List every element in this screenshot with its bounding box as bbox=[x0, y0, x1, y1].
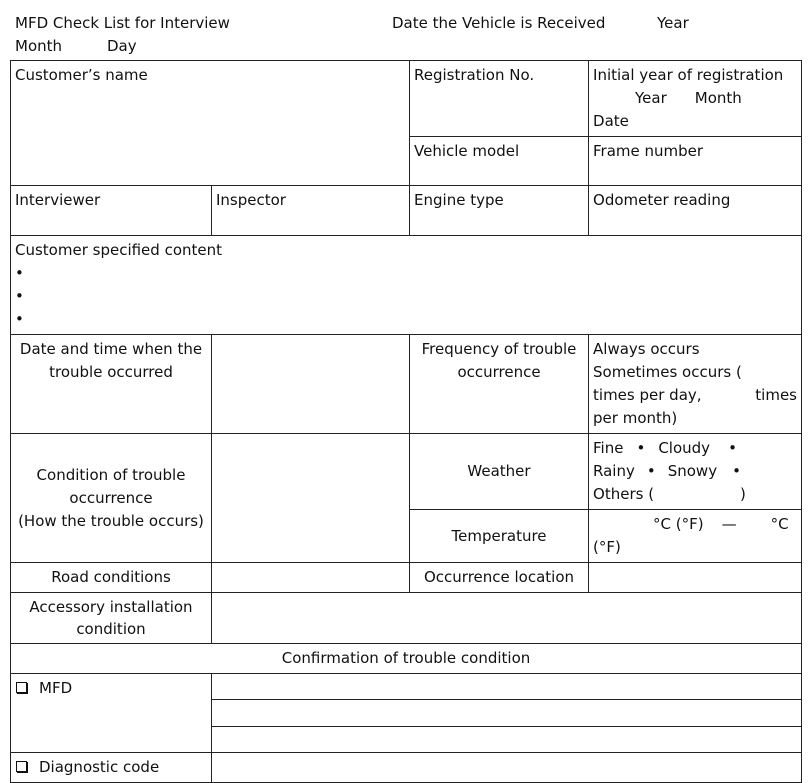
accessory-field[interactable] bbox=[212, 593, 802, 644]
date-time-label-cell bbox=[11, 335, 212, 434]
condition-field[interactable] bbox=[212, 434, 410, 563]
weather-options[interactable] bbox=[589, 434, 802, 510]
mfd-checkbox[interactable] bbox=[16, 682, 27, 693]
mfd-cell bbox=[11, 674, 212, 753]
customer-content-field[interactable] bbox=[11, 236, 802, 335]
frame-number-field[interactable] bbox=[589, 137, 802, 186]
weather-cloudy-option[interactable]: Cloudy bbox=[658, 439, 711, 457]
engine-type-label: Engine type bbox=[414, 191, 504, 209]
weather-rainy-option[interactable]: Rainy bbox=[593, 462, 635, 480]
temp-to-unit: °C bbox=[770, 515, 789, 533]
mfd-line-1[interactable] bbox=[212, 674, 802, 700]
customer-name-field[interactable] bbox=[11, 61, 410, 186]
weather-label: Weather bbox=[467, 462, 531, 480]
date-received-label: Date the Vehicle is Received bbox=[392, 14, 606, 32]
interview-checklist-table bbox=[10, 60, 802, 783]
road-conditions-field[interactable] bbox=[212, 563, 410, 593]
others-close-paren: ) bbox=[740, 485, 746, 503]
odometer-label: Odometer reading bbox=[593, 191, 731, 209]
condition-label-line2: occurrence bbox=[69, 488, 153, 507]
occurrence-location-label: Occurrence location bbox=[423, 568, 575, 586]
accessory-label-line2: condition bbox=[76, 620, 146, 638]
temp-dash: — bbox=[721, 515, 737, 533]
weather-label-cell bbox=[410, 434, 589, 510]
initial-date-label: Date bbox=[593, 112, 629, 130]
condition-label-line3: (How the trouble occurs) bbox=[18, 511, 204, 530]
confirmation-header-cell bbox=[11, 644, 802, 674]
sometimes-occurs-option[interactable]: Sometimes occurs ( bbox=[593, 363, 742, 381]
day-label: Day bbox=[107, 37, 137, 55]
road-conditions-label: Road conditions bbox=[51, 568, 171, 586]
weather-fine-option[interactable]: Fine bbox=[593, 439, 624, 457]
bullet-sep: • bbox=[728, 439, 737, 457]
accessory-label: Accessory installation bbox=[29, 598, 193, 616]
date-time-label: Date and time when the bbox=[19, 340, 203, 358]
initial-month-label: Month bbox=[694, 89, 742, 107]
odometer-field[interactable] bbox=[589, 186, 802, 236]
initial-registration-field[interactable] bbox=[589, 61, 802, 137]
bullet-sep: • bbox=[646, 462, 656, 480]
bullet-sep: • bbox=[732, 462, 741, 480]
interviewer-field[interactable] bbox=[11, 186, 212, 236]
mfd-label: MFD bbox=[39, 679, 73, 697]
registration-no-label: Registration No. bbox=[414, 66, 535, 84]
bullet-item: • bbox=[15, 287, 24, 305]
diagnostic-code-cell bbox=[11, 753, 212, 783]
diagnostic-code-field[interactable] bbox=[212, 753, 802, 783]
temp-from-unit: °C (°F) bbox=[653, 515, 704, 533]
form-header bbox=[15, 12, 805, 60]
vehicle-model-field[interactable] bbox=[410, 137, 589, 186]
initial-registration-label: Initial year of registration bbox=[593, 66, 784, 84]
bullet-item: • bbox=[15, 264, 24, 282]
month-label: Month bbox=[15, 37, 63, 55]
occurrence-location-field[interactable] bbox=[589, 563, 802, 593]
customer-name-label: Customer’s name bbox=[15, 66, 148, 84]
always-occurs-option[interactable]: Always occurs bbox=[593, 340, 700, 358]
mfd-line-3[interactable] bbox=[212, 727, 802, 753]
registration-no-field[interactable] bbox=[410, 61, 589, 137]
temperature-field[interactable] bbox=[589, 510, 802, 563]
times-label: times bbox=[755, 386, 798, 404]
confirmation-header: Confirmation of trouble condition bbox=[281, 649, 531, 667]
inspector-field[interactable] bbox=[212, 186, 410, 236]
times-per-day-label: times per day, bbox=[593, 386, 702, 404]
occurrence-location-label-cell bbox=[410, 563, 589, 593]
bullet-item: • bbox=[15, 310, 24, 328]
diagnostic-code-label: Diagnostic code bbox=[39, 758, 160, 776]
date-time-field[interactable] bbox=[212, 335, 410, 434]
per-month-label: per month) bbox=[593, 409, 678, 427]
initial-year-label: Year bbox=[635, 89, 667, 107]
frequency-label-line2: occurrence bbox=[457, 363, 541, 381]
accessory-label-cell bbox=[11, 593, 212, 644]
form-title: MFD Check List for Interview bbox=[15, 14, 230, 32]
customer-content-label: Customer specified content bbox=[15, 241, 223, 259]
date-time-label-line2: trouble occurred bbox=[49, 363, 173, 381]
weather-snowy-option[interactable]: Snowy bbox=[667, 462, 718, 480]
bullet-sep: • bbox=[636, 439, 646, 457]
condition-label: Condition of trouble bbox=[36, 465, 186, 484]
diagnostic-code-checkbox[interactable] bbox=[16, 761, 27, 772]
frequency-label-cell bbox=[410, 335, 589, 434]
vehicle-model-label: Vehicle model bbox=[414, 142, 520, 160]
frame-number-label: Frame number bbox=[593, 142, 704, 160]
condition-label-cell bbox=[11, 434, 212, 563]
inspector-label: Inspector bbox=[216, 191, 286, 209]
interviewer-label: Interviewer bbox=[15, 191, 101, 209]
year-label: Year bbox=[657, 14, 689, 32]
weather-others-option[interactable]: Others ( bbox=[593, 485, 655, 503]
temperature-label-cell bbox=[410, 510, 589, 563]
temp-to-f-unit: (°F) bbox=[593, 538, 621, 556]
temperature-label: Temperature bbox=[451, 526, 547, 545]
frequency-options[interactable] bbox=[589, 335, 802, 434]
frequency-label: Frequency of trouble bbox=[421, 340, 577, 358]
road-conditions-label-cell bbox=[11, 563, 212, 593]
engine-type-field[interactable] bbox=[410, 186, 589, 236]
mfd-line-2[interactable] bbox=[212, 700, 802, 727]
